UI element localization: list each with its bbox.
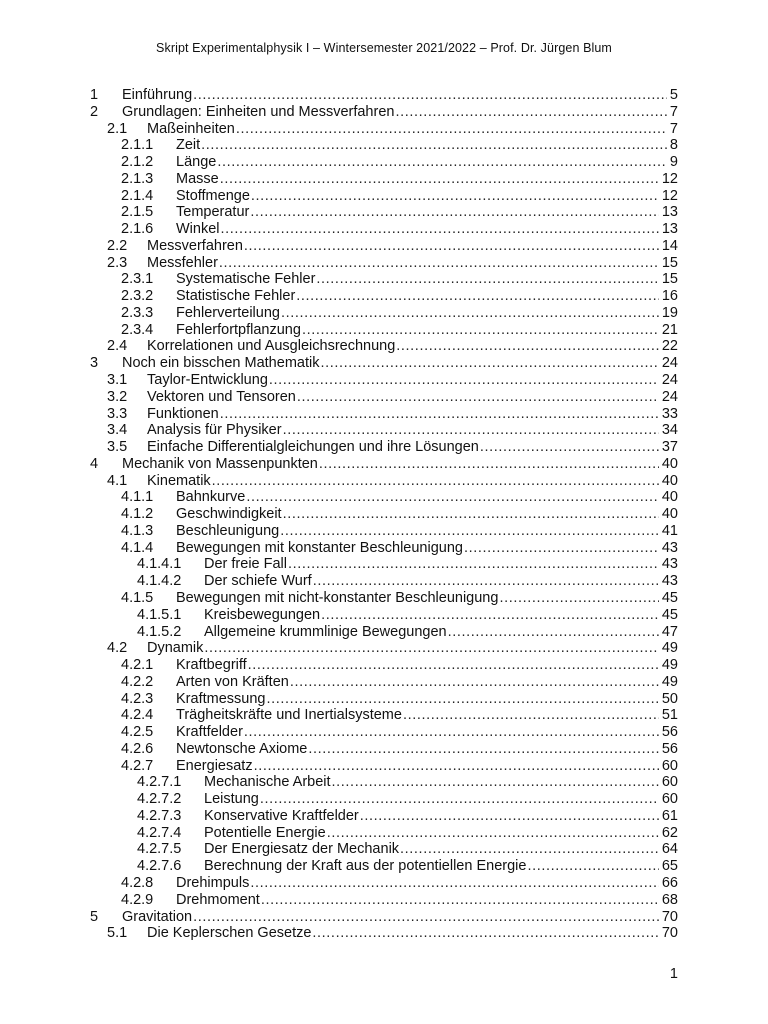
toc-entry-number: 4.1.4.2: [137, 573, 182, 590]
toc-entry-number: 4.2.2: [121, 673, 154, 690]
toc-entry-title: Masse: [176, 170, 219, 187]
toc-entry-page: 34: [661, 422, 678, 439]
dot-leader: [204, 640, 658, 657]
toc-entry[interactable]: [90, 439, 678, 456]
toc-entry-title: Mechanische Arbeit: [204, 774, 331, 791]
toc-entry[interactable]: [90, 758, 678, 775]
toc-entry-number: 2: [90, 103, 99, 120]
toc-entry-title: Fehlerfortpflanzung: [176, 321, 301, 338]
toc-entry-page: 47: [661, 623, 678, 640]
dot-leader: [244, 724, 659, 741]
dot-leader: [332, 774, 659, 791]
toc-entry-number: 4.2: [107, 640, 128, 657]
toc-entry-page: 60: [661, 791, 678, 808]
toc-entry-number: 4.2.1: [121, 657, 154, 674]
toc-entry[interactable]: [90, 741, 678, 758]
dot-leader: [266, 691, 658, 708]
dot-leader: [464, 540, 659, 557]
dot-leader: [193, 87, 667, 104]
toc-entry-page: 64: [661, 841, 678, 858]
dot-leader: [236, 121, 667, 138]
toc-entry-number: 3.1: [107, 372, 128, 389]
toc-entry-title: Messfehler: [147, 254, 218, 271]
toc-entry-title: Systematische Fehler: [176, 271, 316, 288]
toc-entry[interactable]: [90, 657, 678, 674]
toc-entry-number: 4.2.3: [121, 690, 154, 707]
toc-entry-number: 1: [90, 87, 99, 103]
toc-entry-page: 62: [661, 824, 678, 841]
toc-entry-title: Konservative Kraftfelder: [204, 807, 359, 824]
toc-entry-page: 51: [661, 707, 678, 724]
toc-entry[interactable]: [90, 825, 678, 842]
toc-entry-title: Allgemeine krummlinige Bewegungen: [204, 623, 447, 640]
toc-entry-page: 40: [661, 455, 678, 472]
toc-entry-title: Funktionen: [147, 405, 219, 422]
toc-entry[interactable]: [90, 674, 678, 691]
dot-leader: [480, 439, 659, 456]
toc-entry-page: 19: [661, 304, 678, 321]
toc-entry[interactable]: [90, 255, 678, 272]
dot-leader: [250, 875, 659, 892]
toc-entry-page: 24: [661, 388, 678, 405]
dot-leader: [248, 657, 659, 674]
toc-entry-number: 4.2.6: [121, 740, 154, 757]
dot-leader: [250, 204, 659, 221]
dot-leader: [297, 389, 659, 406]
dot-leader: [260, 791, 659, 808]
toc-entry[interactable]: [90, 624, 678, 641]
toc-entry[interactable]: [90, 925, 678, 942]
toc-entry-page: 70: [661, 908, 678, 925]
toc-entry-title: Mechanik von Massenpunkten: [122, 455, 318, 472]
dot-leader: [280, 523, 659, 540]
toc-entry-number: 2.3: [107, 254, 128, 271]
toc-entry-title: Trägheitskräfte und Inertialsysteme: [176, 707, 402, 724]
toc-entry-title: Kinematik: [147, 472, 211, 489]
toc-entry-number: 3.5: [107, 439, 128, 456]
toc-entry-title: Temperatur: [176, 204, 250, 221]
toc-entry-number: 4.1.2: [121, 506, 154, 523]
toc-entry-title: Winkel: [176, 221, 220, 238]
toc-entry-page: 68: [661, 891, 678, 908]
toc-entry-number: 2.1.1: [121, 137, 154, 154]
toc-entry-number: 4.1: [107, 472, 128, 489]
toc-entry-page: 49: [661, 640, 678, 657]
dot-leader: [246, 489, 659, 506]
toc-entry[interactable]: [90, 372, 678, 389]
dot-leader: [360, 808, 659, 825]
toc-entry-number: 4.2.7.3: [137, 807, 182, 824]
toc-entry[interactable]: [90, 188, 678, 205]
dot-leader: [499, 590, 658, 607]
toc-entry-page: 43: [661, 556, 678, 573]
toc-entry-page: 45: [661, 606, 678, 623]
toc-entry-number: 3: [90, 355, 99, 372]
dot-leader: [308, 741, 658, 758]
dot-leader: [254, 758, 659, 775]
toc-entry-number: 3.3: [107, 405, 128, 422]
toc-entry-title: Länge: [176, 154, 217, 171]
toc-entry[interactable]: [90, 305, 678, 322]
toc-entry-page: 56: [661, 724, 678, 741]
toc-entry[interactable]: [90, 691, 678, 708]
toc-entry[interactable]: [90, 909, 678, 926]
toc-entry-title: Korrelationen und Ausgleichsrechnung: [147, 338, 396, 355]
toc-entry-page: 60: [661, 774, 678, 791]
toc-entry-number: 3.4: [107, 422, 128, 439]
dot-leader: [396, 338, 659, 355]
toc-entry-title: Beschleunigung: [176, 522, 280, 539]
toc-entry-page: 16: [661, 288, 678, 305]
toc-entry[interactable]: [90, 406, 678, 423]
toc-entry[interactable]: [90, 707, 678, 724]
toc-entry-page: 7: [669, 120, 678, 137]
toc-entry-page: 9: [669, 154, 678, 171]
toc-entry[interactable]: [90, 322, 678, 339]
toc-entry[interactable]: [90, 489, 678, 506]
toc-entry-page: 70: [661, 925, 678, 942]
toc-entry-title: Gravitation: [122, 908, 193, 925]
toc-entry[interactable]: [90, 171, 678, 188]
toc-entry-page: 49: [661, 657, 678, 674]
toc-entry-title: Drehmoment: [176, 891, 260, 908]
toc-entry-page: 43: [661, 573, 678, 590]
toc-entry-number: 4.2.8: [121, 874, 154, 891]
dot-leader: [219, 255, 659, 272]
toc-entry-title: Drehimpuls: [176, 874, 250, 891]
toc-entry[interactable]: [90, 506, 678, 523]
toc-entry[interactable]: [90, 724, 678, 741]
toc-entry-number: 4.1.4: [121, 539, 154, 556]
toc-entry-number: 2.1.6: [121, 221, 154, 238]
toc-entry-page: 41: [661, 522, 678, 539]
toc-entry-number: 4.1.4.1: [137, 556, 182, 573]
toc-entry[interactable]: [90, 204, 678, 221]
toc-entry[interactable]: [90, 288, 678, 305]
toc-entry-page: 7: [669, 103, 678, 120]
toc-entry-number: 4.2.5: [121, 724, 154, 741]
toc-entry-title: Newtonsche Axiome: [176, 740, 308, 757]
toc-entry-number: 2.1: [107, 120, 128, 137]
toc-entry-number: 4.2.4: [121, 707, 154, 724]
toc-entry-number: 2.2: [107, 237, 128, 254]
toc-entry[interactable]: [90, 540, 678, 557]
toc-entry-title: Der schiefe Wurf: [204, 573, 312, 590]
toc-entry-page: 49: [661, 673, 678, 690]
dot-leader: [400, 841, 659, 858]
dot-leader: [221, 221, 659, 238]
toc-entry-page: 50: [661, 690, 678, 707]
toc-entry-title: Kreisbewegungen: [204, 606, 321, 623]
toc-entry-number: 2.1.5: [121, 204, 154, 221]
dot-leader: [321, 607, 659, 624]
toc-entry[interactable]: [90, 338, 678, 355]
toc-entry-number: 2.3.4: [121, 321, 154, 338]
toc-entry-title: Der freie Fall: [204, 556, 287, 573]
dot-leader: [283, 422, 659, 439]
dot-leader: [212, 473, 659, 490]
toc-entry[interactable]: [90, 121, 678, 138]
toc-entry-number: 4: [90, 455, 99, 472]
toc-entry-page: 56: [661, 740, 678, 757]
toc-entry-title: Potentielle Energie: [204, 824, 326, 841]
dot-leader: [251, 188, 659, 205]
toc-entry[interactable]: [90, 87, 678, 104]
toc-entry-page: 61: [661, 807, 678, 824]
toc-entry[interactable]: [90, 573, 678, 590]
toc-entry[interactable]: [90, 389, 678, 406]
toc-entry-page: 8: [669, 137, 678, 154]
dot-leader: [320, 355, 658, 372]
toc-entry-page: 60: [661, 757, 678, 774]
toc-entry-title: Kraftmessung: [176, 690, 266, 707]
dot-leader: [220, 406, 659, 423]
dot-leader: [327, 825, 659, 842]
toc-entry-title: Arten von Kräften: [176, 673, 289, 690]
toc-entry-page: 66: [661, 874, 678, 891]
toc-entry-title: Analysis für Physiker: [147, 422, 282, 439]
toc-entry-number: 4.1.3: [121, 522, 154, 539]
toc-entry-page: 40: [661, 506, 678, 523]
toc-entry[interactable]: [90, 154, 678, 171]
toc-entry-page: 24: [661, 372, 678, 389]
dot-leader: [201, 137, 667, 154]
toc-entry-page: 65: [661, 858, 678, 875]
table-of-contents: [90, 87, 678, 942]
toc-entry-number: 5: [90, 908, 99, 925]
page-number: 1: [669, 966, 678, 982]
dot-leader: [527, 858, 658, 875]
toc-entry-page: 37: [661, 439, 678, 456]
toc-entry[interactable]: [90, 892, 678, 909]
toc-entry[interactable]: [90, 556, 678, 573]
toc-entry[interactable]: [90, 858, 678, 875]
toc-entry-title: Der Energiesatz der Mechanik: [204, 841, 400, 858]
toc-entry-title: Maßeinheiten: [147, 120, 235, 137]
toc-entry-number: 4.2.7.1: [137, 774, 182, 791]
toc-entry-title: Kraftfelder: [176, 724, 243, 741]
toc-entry-page: 22: [661, 338, 678, 355]
toc-entry-page: 15: [661, 271, 678, 288]
toc-entry-page: 5: [669, 87, 678, 103]
toc-entry[interactable]: [90, 875, 678, 892]
toc-entry-title: Zeit: [176, 137, 201, 154]
toc-entry-page: 13: [661, 221, 678, 238]
toc-entry-number: 4.1.5: [121, 589, 154, 606]
toc-entry-number: 5.1: [107, 925, 128, 942]
toc-entry-title: Fehlerverteilung: [176, 304, 280, 321]
toc-entry-number: 4.2.7: [121, 757, 154, 774]
toc-entry-page: 12: [661, 170, 678, 187]
dot-leader: [319, 456, 659, 473]
dot-leader: [395, 104, 666, 121]
toc-entry-title: Bahnkurve: [176, 489, 246, 506]
toc-entry-title: Einfache Differentialgleichungen und ihre Lösungen: [147, 439, 479, 456]
toc-entry-number: 4.1.5.2: [137, 623, 182, 640]
toc-entry-title: Bewegungen mit konstanter Beschleunigung: [176, 539, 463, 556]
toc-entry[interactable]: [90, 523, 678, 540]
toc-entry[interactable]: [90, 238, 678, 255]
toc-entry[interactable]: [90, 422, 678, 439]
dot-leader: [217, 154, 667, 171]
toc-entry-number: 2.1.3: [121, 170, 154, 187]
toc-entry[interactable]: [90, 791, 678, 808]
dot-leader: [302, 322, 659, 339]
toc-entry-page: 21: [661, 321, 678, 338]
toc-entry-title: Statistische Fehler: [176, 288, 296, 305]
toc-entry-page: 40: [661, 472, 678, 489]
dot-leader: [193, 909, 659, 926]
toc-entry-page: 40: [661, 489, 678, 506]
dot-leader: [220, 171, 659, 188]
toc-entry-number: 4.1.5.1: [137, 606, 182, 623]
toc-entry-title: Messverfahren: [147, 237, 243, 254]
toc-entry[interactable]: [90, 221, 678, 238]
toc-entry-number: 3.2: [107, 388, 128, 405]
toc-entry-title: Bewegungen mit nicht-konstanter Beschleunigung: [176, 589, 499, 606]
dot-leader: [313, 573, 659, 590]
toc-entry[interactable]: [90, 607, 678, 624]
dot-leader: [312, 925, 658, 942]
toc-entry[interactable]: [90, 271, 678, 288]
toc-entry-title: Leistung: [204, 791, 259, 808]
toc-entry-number: 2.3.1: [121, 271, 154, 288]
dot-leader: [244, 238, 659, 255]
toc-entry-title: Berechnung der Kraft aus der potentiellen Energie: [204, 858, 527, 875]
toc-entry[interactable]: [90, 137, 678, 154]
dot-leader: [403, 707, 659, 724]
toc-entry-number: 4.2.7.2: [137, 791, 182, 808]
toc-entry[interactable]: [90, 456, 678, 473]
toc-entry-title: Taylor-Entwicklung: [147, 372, 268, 389]
toc-entry-page: 43: [661, 539, 678, 556]
dot-leader: [281, 305, 659, 322]
toc-entry-number: 2.1.2: [121, 154, 154, 171]
toc-entry-number: 2.4: [107, 338, 128, 355]
toc-entry-title: Geschwindigkeit: [176, 506, 282, 523]
toc-entry-title: Energiesatz: [176, 757, 253, 774]
toc-entry-number: 4.2.7.5: [137, 841, 182, 858]
dot-leader: [316, 271, 658, 288]
toc-entry[interactable]: [90, 808, 678, 825]
toc-entry[interactable]: [90, 104, 678, 121]
toc-entry-page: 15: [661, 254, 678, 271]
toc-entry-number: 2.1.4: [121, 187, 154, 204]
toc-entry-title: Dynamik: [147, 640, 204, 657]
toc-entry-title: Kraftbegriff: [176, 657, 247, 674]
dot-leader: [448, 624, 659, 641]
toc-entry-title: Noch ein bisschen Mathematik: [122, 355, 320, 372]
toc-entry-page: 14: [661, 237, 678, 254]
toc-entry[interactable]: [90, 590, 678, 607]
toc-entry-number: 4.2.9: [121, 891, 154, 908]
dot-leader: [290, 674, 659, 691]
toc-entry-title: Vektoren und Tensoren: [147, 388, 296, 405]
dot-leader: [296, 288, 659, 305]
toc-entry[interactable]: [90, 774, 678, 791]
toc-entry-page: 45: [661, 589, 678, 606]
toc-entry-number: 4.1.1: [121, 489, 154, 506]
toc-entry-page: 24: [661, 355, 678, 372]
toc-entry-title: Stoffmenge: [176, 187, 250, 204]
toc-entry-number: 4.2.7.4: [137, 824, 182, 841]
toc-entry[interactable]: [90, 640, 678, 657]
dot-leader: [288, 556, 659, 573]
page-header: Skript Experimentalphysik I – Wintersemester 2021/2022 – Prof. Dr. Jürgen Blum: [156, 41, 612, 55]
dot-leader: [269, 372, 659, 389]
toc-entry[interactable]: [90, 841, 678, 858]
toc-entry-page: 33: [661, 405, 678, 422]
toc-entry[interactable]: [90, 473, 678, 490]
toc-entry-number: 4.2.7.6: [137, 858, 182, 875]
dot-leader: [261, 892, 659, 909]
toc-entry-title: Die Keplerschen Gesetze: [147, 925, 312, 942]
toc-entry-number: 2.3.3: [121, 304, 154, 321]
toc-entry-title: Einführung: [122, 87, 193, 103]
dot-leader: [283, 506, 659, 523]
toc-entry[interactable]: [90, 355, 678, 372]
toc-entry-title: Grundlagen: Einheiten und Messverfahren: [122, 103, 395, 120]
toc-entry-page: 13: [661, 204, 678, 221]
toc-entry-page: 12: [661, 187, 678, 204]
toc-entry-number: 2.3.2: [121, 288, 154, 305]
